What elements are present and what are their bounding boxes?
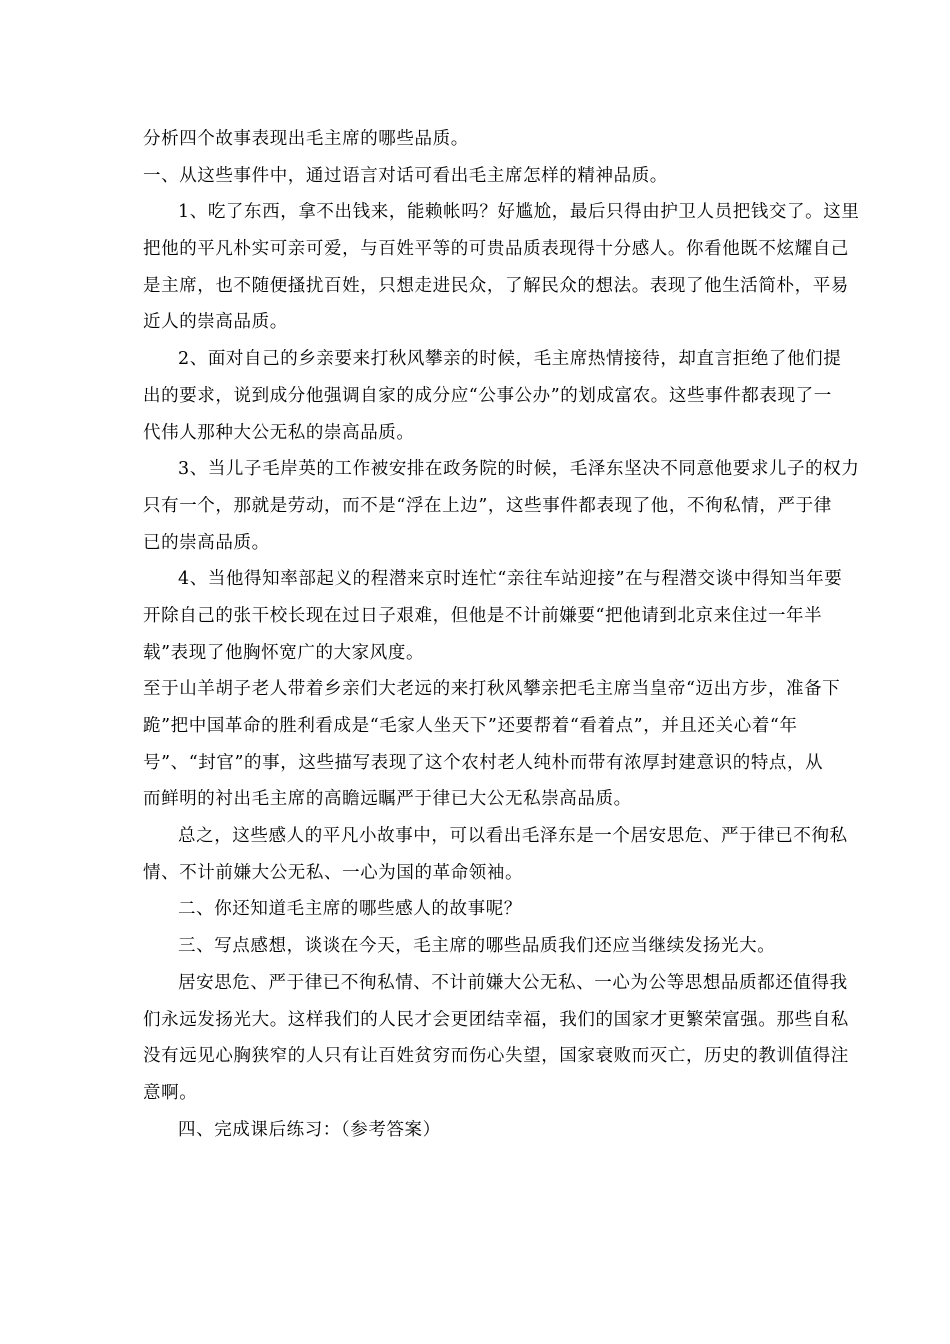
text-line: 代伟人那种大公无私的崇高品质。: [143, 422, 415, 443]
text-line: 没有远见心胸狭窄的人只有让百姓贫穷而伤心失望，国家衰败而灭亡，历史的教训值得注: [143, 1046, 849, 1067]
text-line: 居安思危、严于律已不徇私情、不计前嫌大公无私、一心为公等思想品质都还值得我: [178, 972, 848, 993]
text-line: 二、你还知道毛主席的哪些感人的故事呢？: [178, 899, 522, 920]
text-line: 意啊。: [143, 1082, 198, 1103]
text-line: 开除自己的张干校长现在过日子艰难，但他是不计前嫌要“把他请到北京来住过一年半: [143, 605, 823, 626]
text-line: 1、吃了东西，拿不出钱来，能赖帐吗？好尴尬，最后只得由护卫人员把钱交了。这里: [178, 202, 860, 223]
text-line: 把他的平凡朴实可亲可爱，与百姓平等的可贵品质表现得十分感人。你看他既不炫耀自己: [143, 239, 849, 260]
text-line: 是主席，也不随便搔扰百姓，只想走进民众，了解民众的想法。表现了他生活简朴，平易: [143, 275, 849, 296]
text-line: 四、完成课后练习：（参考答案）: [178, 1119, 441, 1140]
document-body: [143, 121, 860, 1148]
text-line: 近人的崇高品质。: [143, 312, 288, 333]
text-line: 2、面对自己的乡亲要来打秋风攀亲的时候，毛主席热情接待，却直言拒绝了他们提: [178, 349, 842, 370]
text-line: 只有一个，那就是劳动，而不是“浮在上边”，这些事件都表现了他，不徇私情，严于律: [143, 495, 832, 516]
text-line: 三、写点感想，谈谈在今天，毛主席的哪些品质我们还应当继续发扬光大。: [178, 936, 776, 957]
text-line: 至于山羊胡子老人带着乡亲们大老远的来打秋风攀亲把毛主席当皇帝“迈出方步，准备下: [143, 679, 841, 700]
text-line: 号”、“封官”的事，这些描写表现了这个农村老人纯朴而带有浓厚封建意识的特点，从: [143, 752, 824, 773]
text-line: 而鲜明的衬出毛主席的高瞻远瞩严于律已大公无私崇高品质。: [143, 789, 632, 810]
text-line: 载”表现了他胸怀宽广的大家风度。: [143, 642, 425, 663]
text-line: 跪”把中国革命的胜利看成是“毛家人坐天下”还要帮着“看着点”，并且还关心着“年: [143, 716, 798, 736]
text-line: 总之，这些感人的平凡小故事中，可以看出毛泽东是一个居安思危、严于律已不徇私: [178, 826, 848, 847]
text-line: 4、当他得知率部起义的程潜来京时连忙“亲往车站迎接”在与程潜交谈中得知当年要: [178, 569, 843, 590]
text-line: 情、不计前嫌大公无私、一心为国的革命领袖。: [143, 862, 524, 883]
text-line: 们永远发扬光大。这样我们的人民才会更团结幸福，我们的国家才更繁荣富强。那些自私: [143, 1009, 849, 1030]
text-line: 出的要求，说到成分他强调自家的成分应“公事公办”的划成富农。这些事件都表现了一: [143, 385, 832, 406]
text-line: 已的崇高品质。: [143, 532, 270, 553]
text-line: 一、从这些事件中，通过语言对话可看出毛主席怎样的精神品质。: [143, 165, 668, 186]
text-line: 3、当儿子毛岸英的工作被安排在政务院的时候，毛泽东坚决不同意他要求儿子的权力: [178, 459, 860, 480]
text-line: 分析四个故事表现出毛主席的哪些品质。: [143, 129, 469, 149]
